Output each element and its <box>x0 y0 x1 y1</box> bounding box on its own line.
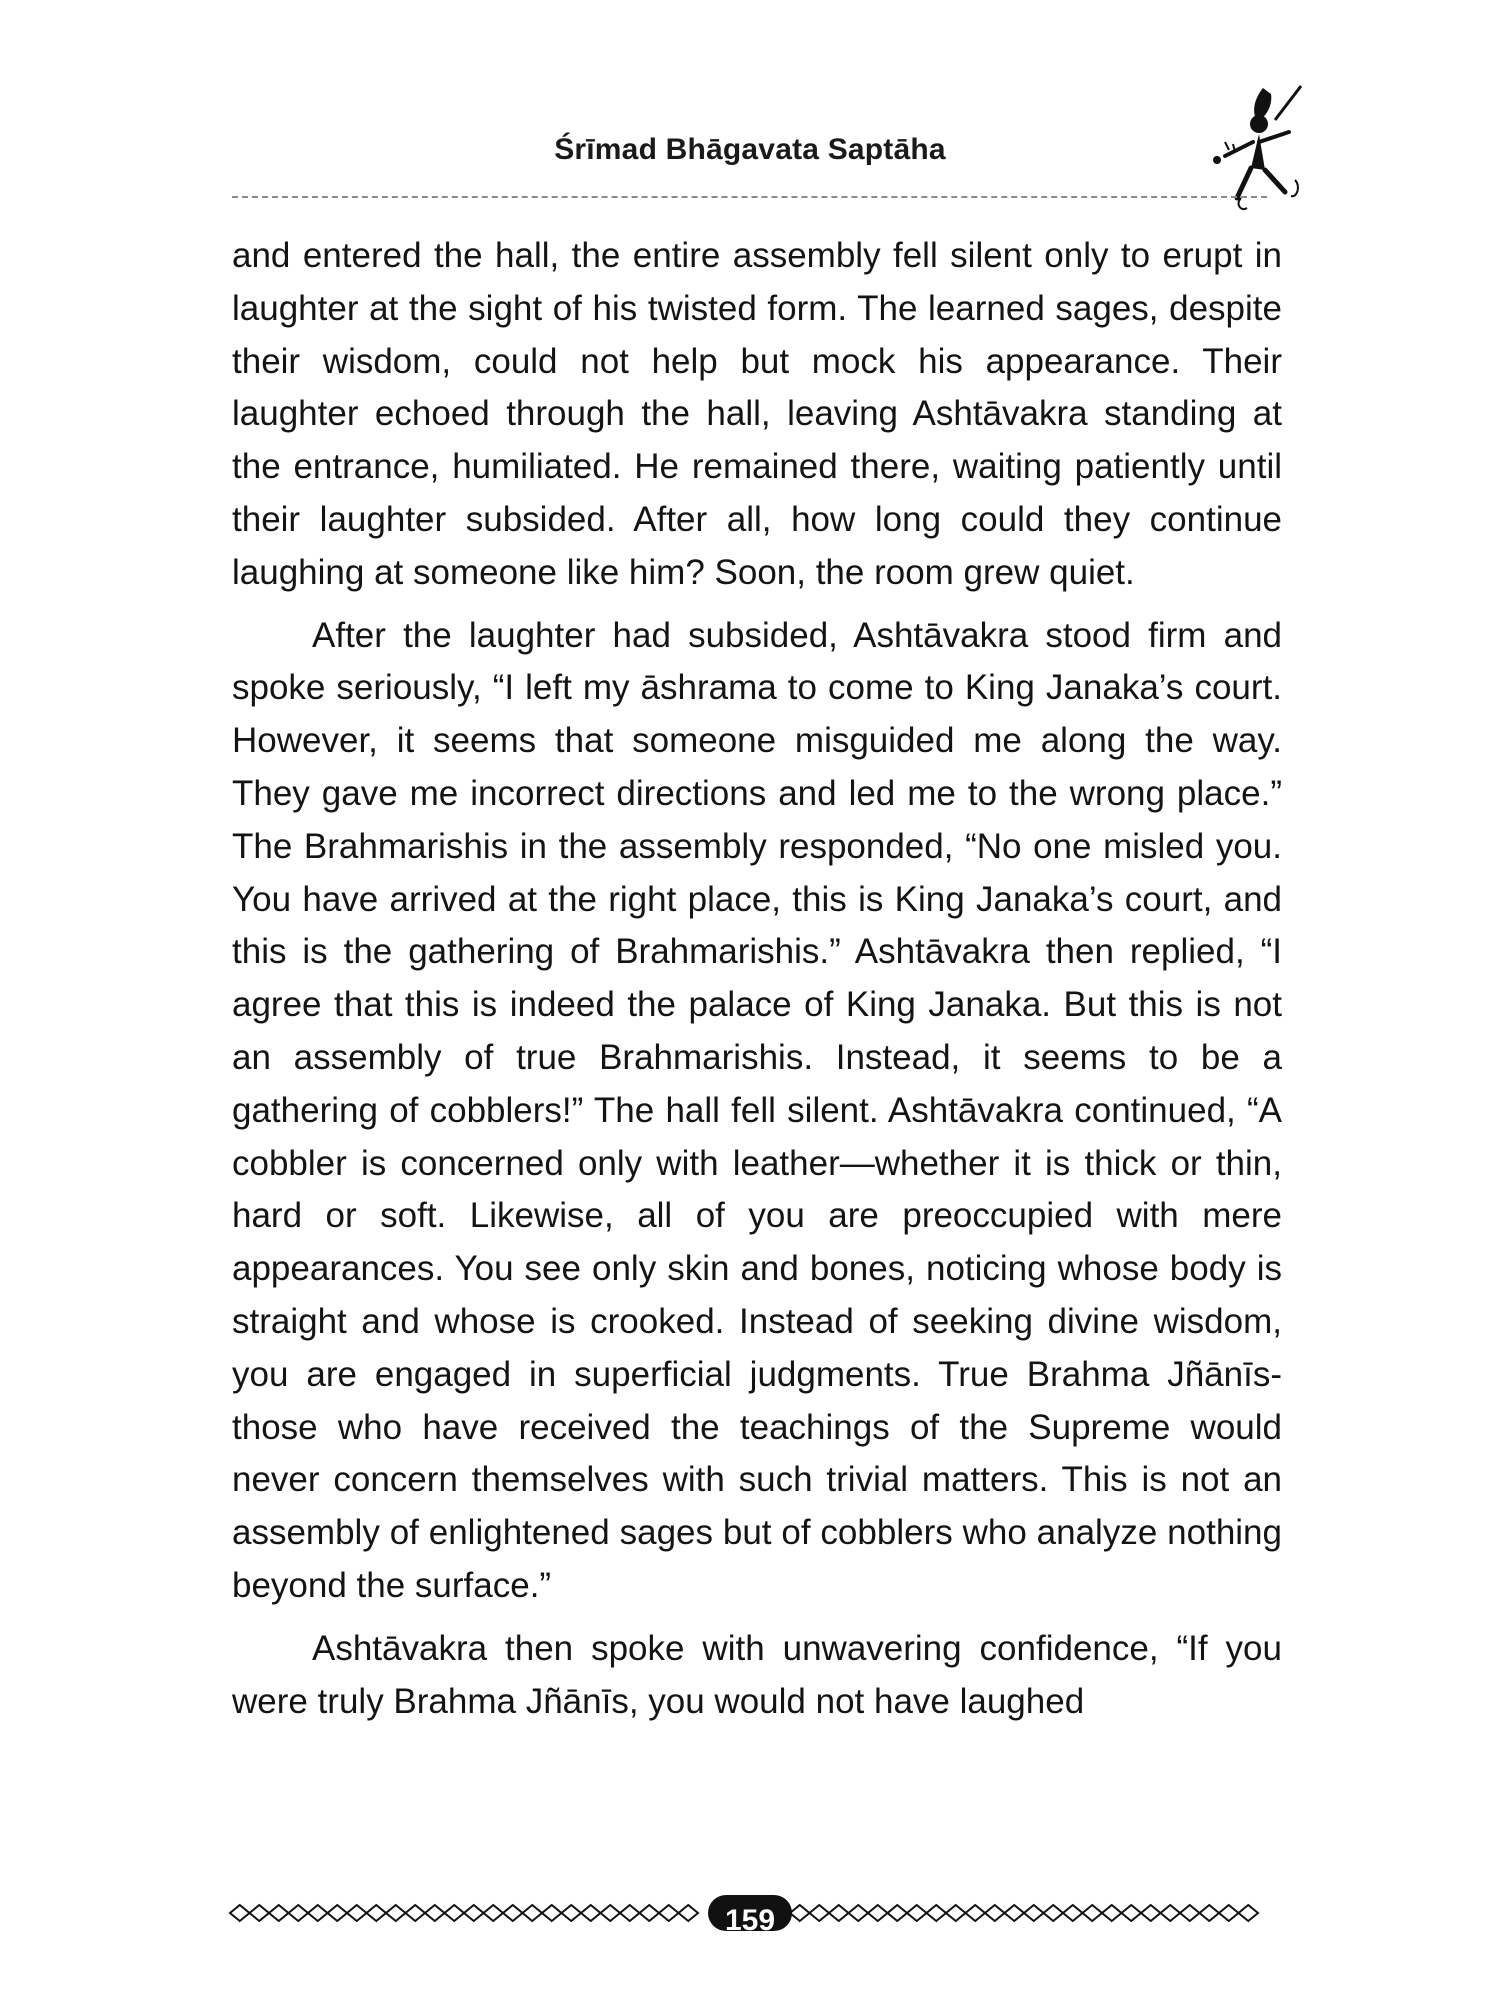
diamond-ornament <box>269 1905 289 1921</box>
diamond-ornament <box>888 1905 908 1921</box>
paragraph: Ashtāvakra then spoke with unwavering confidence, “If you were truly Brahma Jñānīs, you would not have laughed <box>232 1628 1282 1721</box>
diamond-ornament <box>1219 1905 1239 1921</box>
running-header-title: Śrīmad Bhāgavata Saptāha <box>554 133 946 166</box>
diamond-ornament <box>484 1905 504 1921</box>
diamond-ornament <box>347 1905 367 1921</box>
page-body <box>232 230 1282 1738</box>
diamond-ornament <box>985 1905 1005 1921</box>
diamond-ornament <box>523 1905 543 1921</box>
page-number: 159 <box>724 1904 776 1937</box>
paragraph: After the laughter had subsided, Ashtāvakra stood firm and spoke seriously, “I left my āshrama to come to King Janaka’s court. However, it seems that someone misguided me along the way. They gave me incorrect directions and led me to the wrong place.” The Brahmarishis in the assembly responded, “No one misled you. You have arrived at the right place, this is King Janaka’s court, and this is the gathering of Brahmarishis.” Ashtāvakra then replied, “I agree that this is indeed the palace of King Janaka. But this is not an assembly of true Brahmarishis. Instead, it seems to be a gathering of cobblers!” The hall fell silent. Ashtāvakra continued, “A cobbler is concerned only with leather—whether it is thick or thin, hard or soft. Likewise, all of you are preoccupied with mere appearances. You see only skin and bones, noticing whose body is straight and whose is crooked. Instead of seeking divine wisdom, you are engaged in superficial judgments. True Brahma Jñānīs-those who have received the teachings of the Supreme would never concern themselves with such trivial matters. This is not an assembly of enlightened sages but of cobblers who analyze nothing beyond the surface.” <box>232 615 1282 1605</box>
diamond-ornament <box>679 1905 699 1921</box>
diamond-ornament <box>1005 1905 1025 1921</box>
diamond-ornament <box>445 1905 465 1921</box>
diamond-ornament <box>464 1905 484 1921</box>
diamond-ornament <box>581 1905 601 1921</box>
diamond-ornament <box>1083 1905 1103 1921</box>
diamond-ornament <box>1122 1905 1142 1921</box>
diamond-ornament <box>927 1905 947 1921</box>
diamond-ornament <box>1102 1905 1122 1921</box>
diamond-ornament <box>425 1905 445 1921</box>
diamond-ornament <box>829 1905 849 1921</box>
diamond-ornament <box>386 1905 406 1921</box>
header-divider <box>232 196 1267 198</box>
diamond-ornament <box>1200 1905 1220 1921</box>
diamond-ornament <box>250 1905 270 1921</box>
diamond-ornament <box>640 1905 660 1921</box>
diamond-ornament <box>542 1905 562 1921</box>
diamond-ornament <box>659 1905 679 1921</box>
diamond-ornament <box>907 1905 927 1921</box>
diamond-ornament <box>1180 1905 1200 1921</box>
diamond-ornament <box>1044 1905 1064 1921</box>
diamond-ornament <box>289 1905 309 1921</box>
diamond-ornament <box>946 1905 966 1921</box>
diamond-ornament <box>790 1905 810 1921</box>
diamond-ornament <box>1239 1905 1259 1921</box>
diamond-ornament <box>810 1905 830 1921</box>
diamond-ornament <box>868 1905 888 1921</box>
diamond-ornament <box>367 1905 387 1921</box>
diamond-ornament <box>1161 1905 1181 1921</box>
diamond-ornament <box>406 1905 426 1921</box>
diamond-ornament <box>601 1905 621 1921</box>
diamond-ornament <box>328 1905 348 1921</box>
diamond-ornament <box>966 1905 986 1921</box>
diamond-ornament <box>230 1905 250 1921</box>
sage-figure-icon <box>1155 80 1305 220</box>
diamond-ornament <box>1141 1905 1161 1921</box>
diamond-ornament <box>1063 1905 1083 1921</box>
diamond-ornament <box>562 1905 582 1921</box>
diamond-ornament <box>620 1905 640 1921</box>
diamond-ornament <box>503 1905 523 1921</box>
diamond-ornament <box>308 1905 328 1921</box>
paragraph-continued: and entered the hall, the entire assembly fell silent only to erupt in laughter at the sight of his twisted form. The learned sages, despite their wisdom, could not help but mock his appearance. Their laughter echoed through the hall, leaving Ashtāvakra standing at the entrance, humiliated. He remained there, waiting patiently until their laughter subsided. After all, how long could they continue laughing at someone like him? Soon, the room grew quiet. <box>232 236 1282 592</box>
diamond-ornament <box>1024 1905 1044 1921</box>
diamond-ornament <box>849 1905 869 1921</box>
